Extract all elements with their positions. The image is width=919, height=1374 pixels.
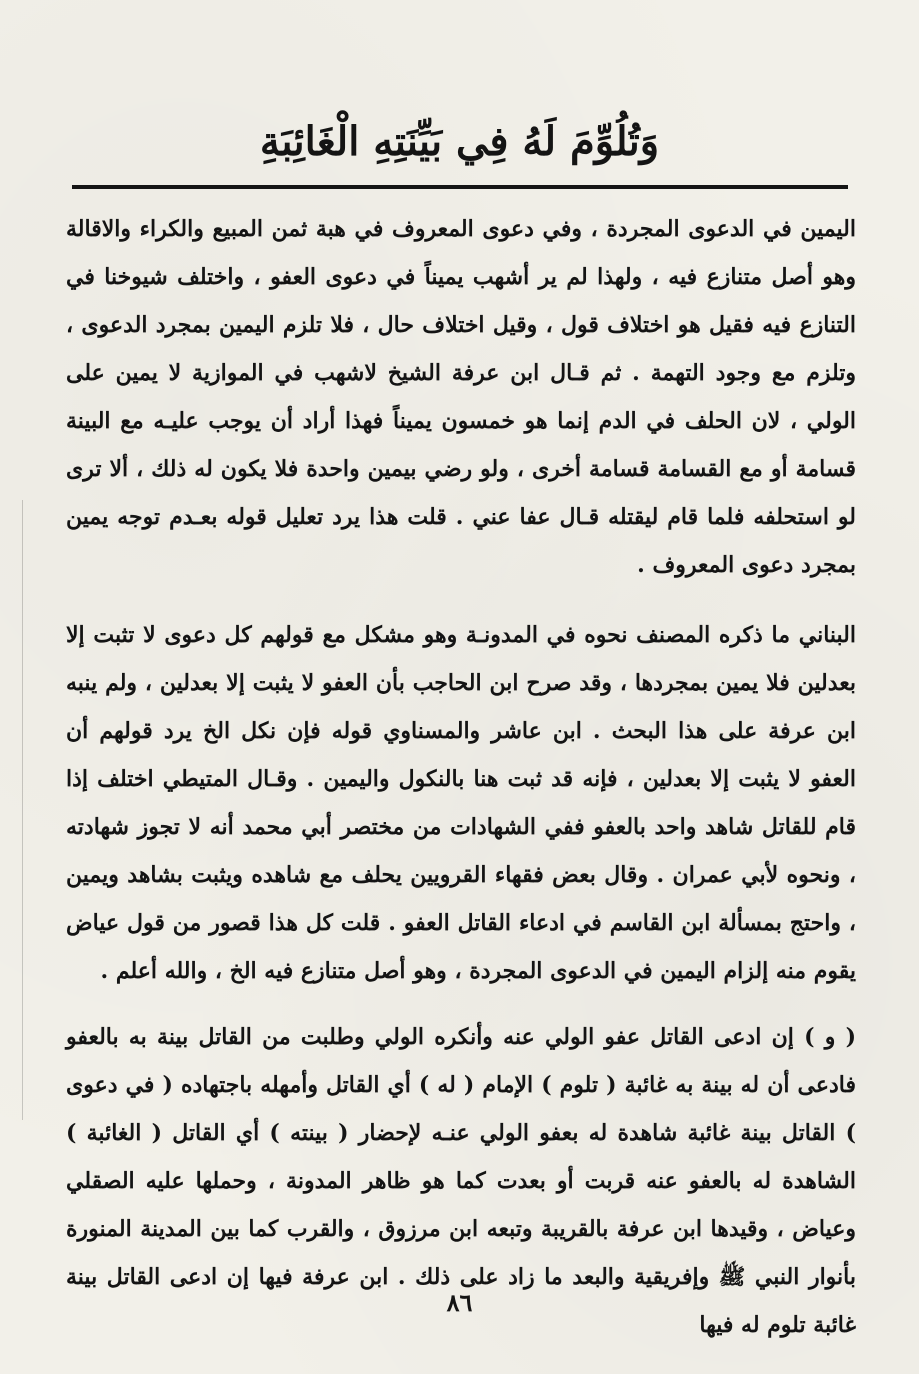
body-text (66, 205, 856, 1338)
scan-margin-line (22, 500, 23, 1120)
paragraph-1: اليمين في الدعوى المجردة ، وفي دعوى المعروف في هبة ثمن المبيع والكراء والاقالة وهو أصل متنازع فيه ، ولهذا لم ير أشهب يميناً في دعوى العفو ، واختلف شيوخنا في التنازع فيه فقيل هو اختلاف قول ، وقيل اختلاف حال ، فلا تلزم اليمين بمجرد الدعوى ، وتلزم مع وجود التهمة . ثم قـال ابن عرفة الشيخ لاشهب في الموازية لا يمين على الولي ، لان الحلف في الدم إنما هو خمسون يميناً فهذا أراد أن يوجب عليـه مع البينة قسامة أو مع القسامة قسامة أخرى ، ولو رضي بيمين واحدة فلا يكون له ذلك ، ألا ترى لو استحلفه فلما قام ليقتله قـال عفا عني . قلت هذا يرد تعليل قوله بعـدم توجه يمين بمجرد دعوى المعروف . (66, 216, 856, 578)
section-heading: وَتُلُوِّمَ لَهُ فِي بَيِّنَتِهِ الْغَائِبَةِ (259, 118, 660, 165)
paragraph-3: ( و ) إن ادعى القاتل عفو الولي عنه وأنكره الولي وطلبت من القاتل بينة به بالعفو فادعى أن له بينة به غائبة ( تلوم ) الإمام ( له ) أي القاتل وأمهله باجتهاده ( في دعوى ) القاتل بينة غائبة شاهدة له بعفو الولي عنـه لإحضار ( بينته ) أي القاتل ( الغائبة ) الشاهدة له بالعفو عنه قربت أو بعدت كما هو ظاهر المدونة ، وحملها عليه الصقلي وعياض ، وقيدها ابن عرفة بالقريبة وتبعه ابن مرزوق ، والقرب كما بين المدينة المنورة بأنوار النبي ﷺ وإفريقية والبعد ما زاد على ذلك . ابن عرفة فيها إن ادعى القاتل بينة غائبة تلوم له فيها (66, 1024, 856, 1338)
paragraph-2: البناني ما ذكره المصنف نحوه في المدونـة وهو مشكل مع قولهم كل دعوى لا تثبت إلا بعدلين فلا يمين بمجردها ، وقد صرح ابن الحاجب بأن العفو لا يثبت إلا بعدلين ، ولم ينبه ابن عرفة على هذا البحث . ابن عاشر والمسناوي قوله فإن نكل الخ يرد قولهم أن العفو لا يثبت إلا بعدلين ، فإنه قد ثبت هنا بالنكول واليمين . وقـال المتيطي اختلف إذا قام للقاتل شاهد واحد بالعفو ففي الشهادات من مختصر أبي محمد أنه لا تجوز شهادته ، ونحوه لأبي عمران . وقال بعض فقهاء القرويين يحلف مع شاهده ويثبت بشاهد ويمين ، واحتج بمسألة ابن القاسم في ادعاء القاتل العفو . قلت كل هذا قصور من قول عياض يقوم منه إلزام اليمين في الدعوى المجردة ، وهو أصل متنازع فيه الخ ، والله أعلم . (66, 622, 856, 984)
heading-rule (72, 185, 848, 189)
page-number: ٨٦ (446, 1288, 473, 1317)
